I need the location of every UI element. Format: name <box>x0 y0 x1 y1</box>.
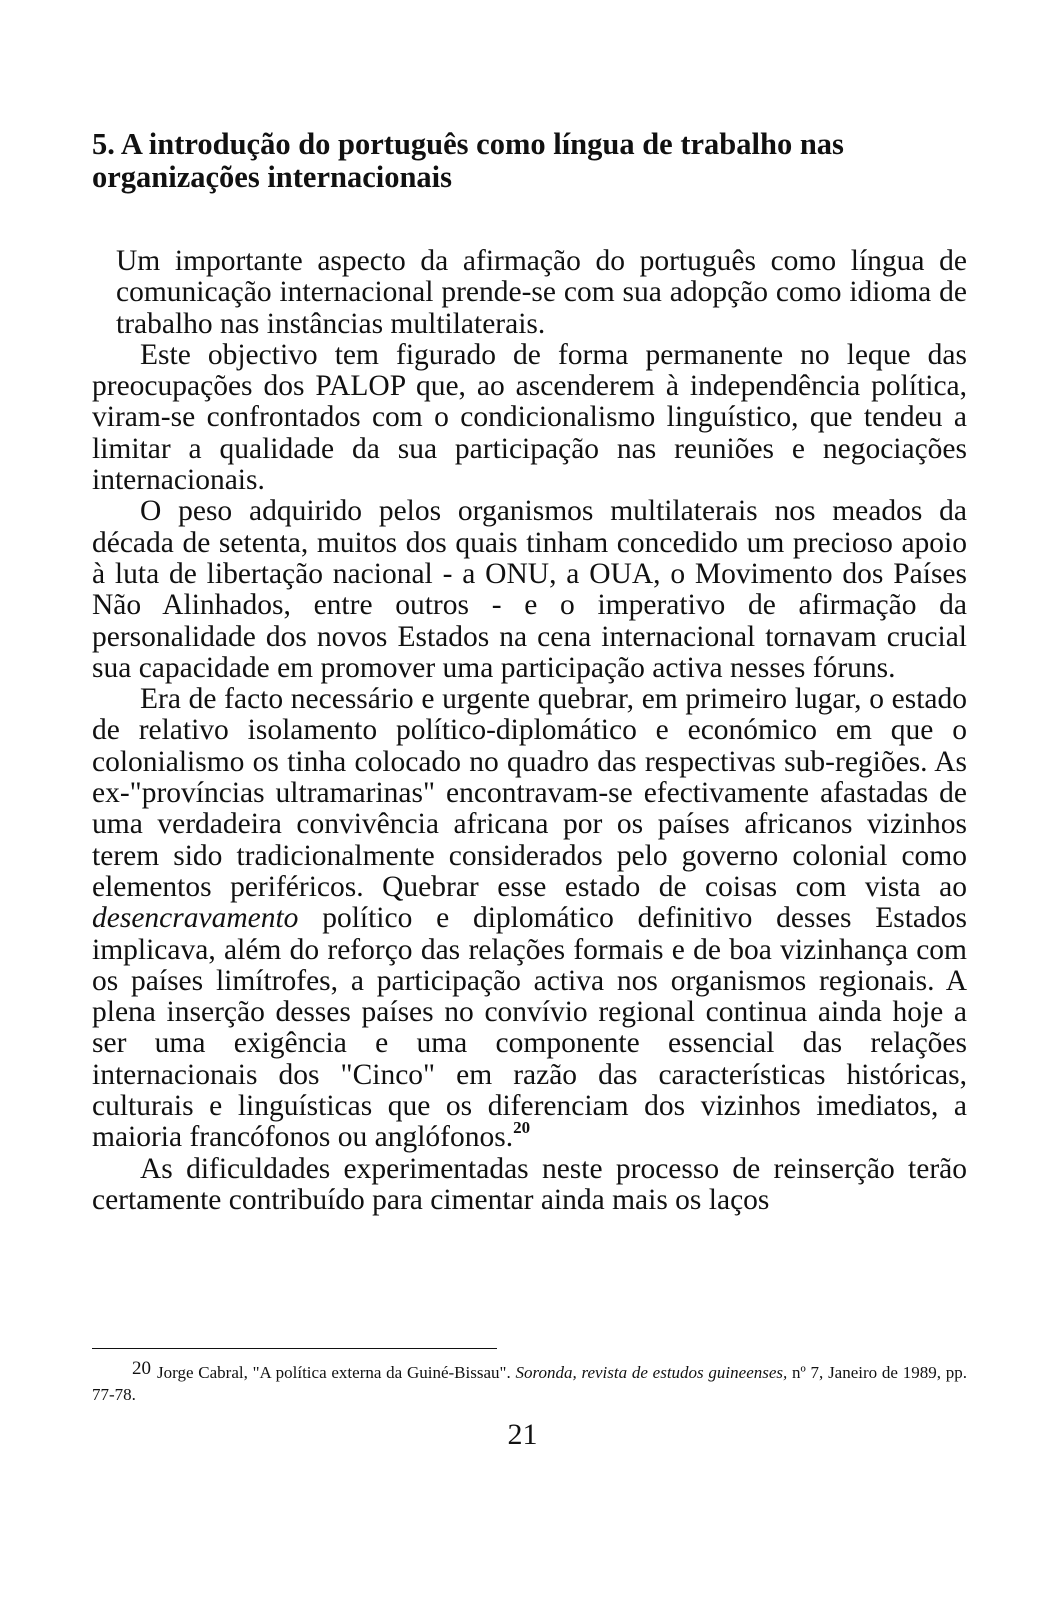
footnote-number: 20 <box>132 1358 151 1379</box>
footnote-separator <box>92 1348 497 1349</box>
page-content <box>92 128 967 1216</box>
footnote-reference[interactable]: 20 <box>513 1118 531 1138</box>
paragraph-2: Este objectivo tem figurado de forma permanente no leque das preocupações dos PALOP que, ao ascenderem à independência política, viram-se confrontados com o condicionalismo linguístico, que tendeu a limitar a qualidade da sua participação nas reuniões e negociações internacionais. <box>92 338 967 497</box>
paragraph-4-part-a: Era de facto necessário e urgente quebrar, em primeiro lugar, o estado de relativo isolamento político-diplomático e económico em que o colonialismo os tinha colocado no quadro das respectivas sub-regiões. As ex-"províncias ultramarinas" encontravam-se efectivamente afastadas de uma verdadeira convivência africana por os países africanos vizinhos terem sido tradicionalmente considerados pelo governo colonial como elementos periféricos. Quebrar esse estado de coisas com vista ao <box>92 683 967 903</box>
body-text <box>92 246 967 1216</box>
paragraph-3: O peso adquirido pelos organismos multilaterais nos meados da década de setenta, muitos dos quais tinham concedido um precioso apoio à luta de libertação nacional - a ONU, a OUA, o Movimento dos Países Não Alinhados, entre outros - e o imperativo de afirmação da personalidade dos novos Estados na cena internacional tornavam crucial sua capacidade em promover uma participação activa nesses fóruns. <box>92 495 967 684</box>
paragraph-5: As dificuldades experimentadas neste processo de reinserção terão certamente contribuído para cimentar ainda mais os laços <box>92 1152 967 1216</box>
section-heading: 5. A introdução do português como língua de trabalho nas organizações internacionais <box>92 127 844 194</box>
paragraph-4 <box>92 684 967 1153</box>
footnote-text-b: nº 7, Janeiro de 1989, pp. 77-78. <box>92 1363 967 1404</box>
footnote-journal: Soronda, revista de estudos guineenses, <box>515 1363 788 1382</box>
footnote-text-a: Jorge Cabral, "A política externa da Guiné-Bissau". <box>157 1363 516 1382</box>
page-number: 21 <box>507 1418 538 1451</box>
paragraph-4-emphasis: desencravamento <box>92 902 299 935</box>
footnote <box>92 1358 967 1406</box>
paragraph-4-part-b: político e diplomático definitivo desses Estados implicava, além do reforço das relações formais e de boa vizinhança com os países limítrofes, a participação activa nos organismos regionais. A plena inserção desses países no convívio regional continua ainda hoje a ser uma exigência e uma componente essencial das relações internacionais dos "Cinco" em razão das características históricas, culturais e linguísticas que os diferenciam dos vizinhos imediatos, a maioria francófonos ou anglófonos. <box>92 902 967 1154</box>
paragraph-1: Um importante aspecto da afirmação do português como língua de comunicação internacional prende-se com sua adopção como idioma de trabalho nas instâncias multilaterais. <box>116 245 967 340</box>
